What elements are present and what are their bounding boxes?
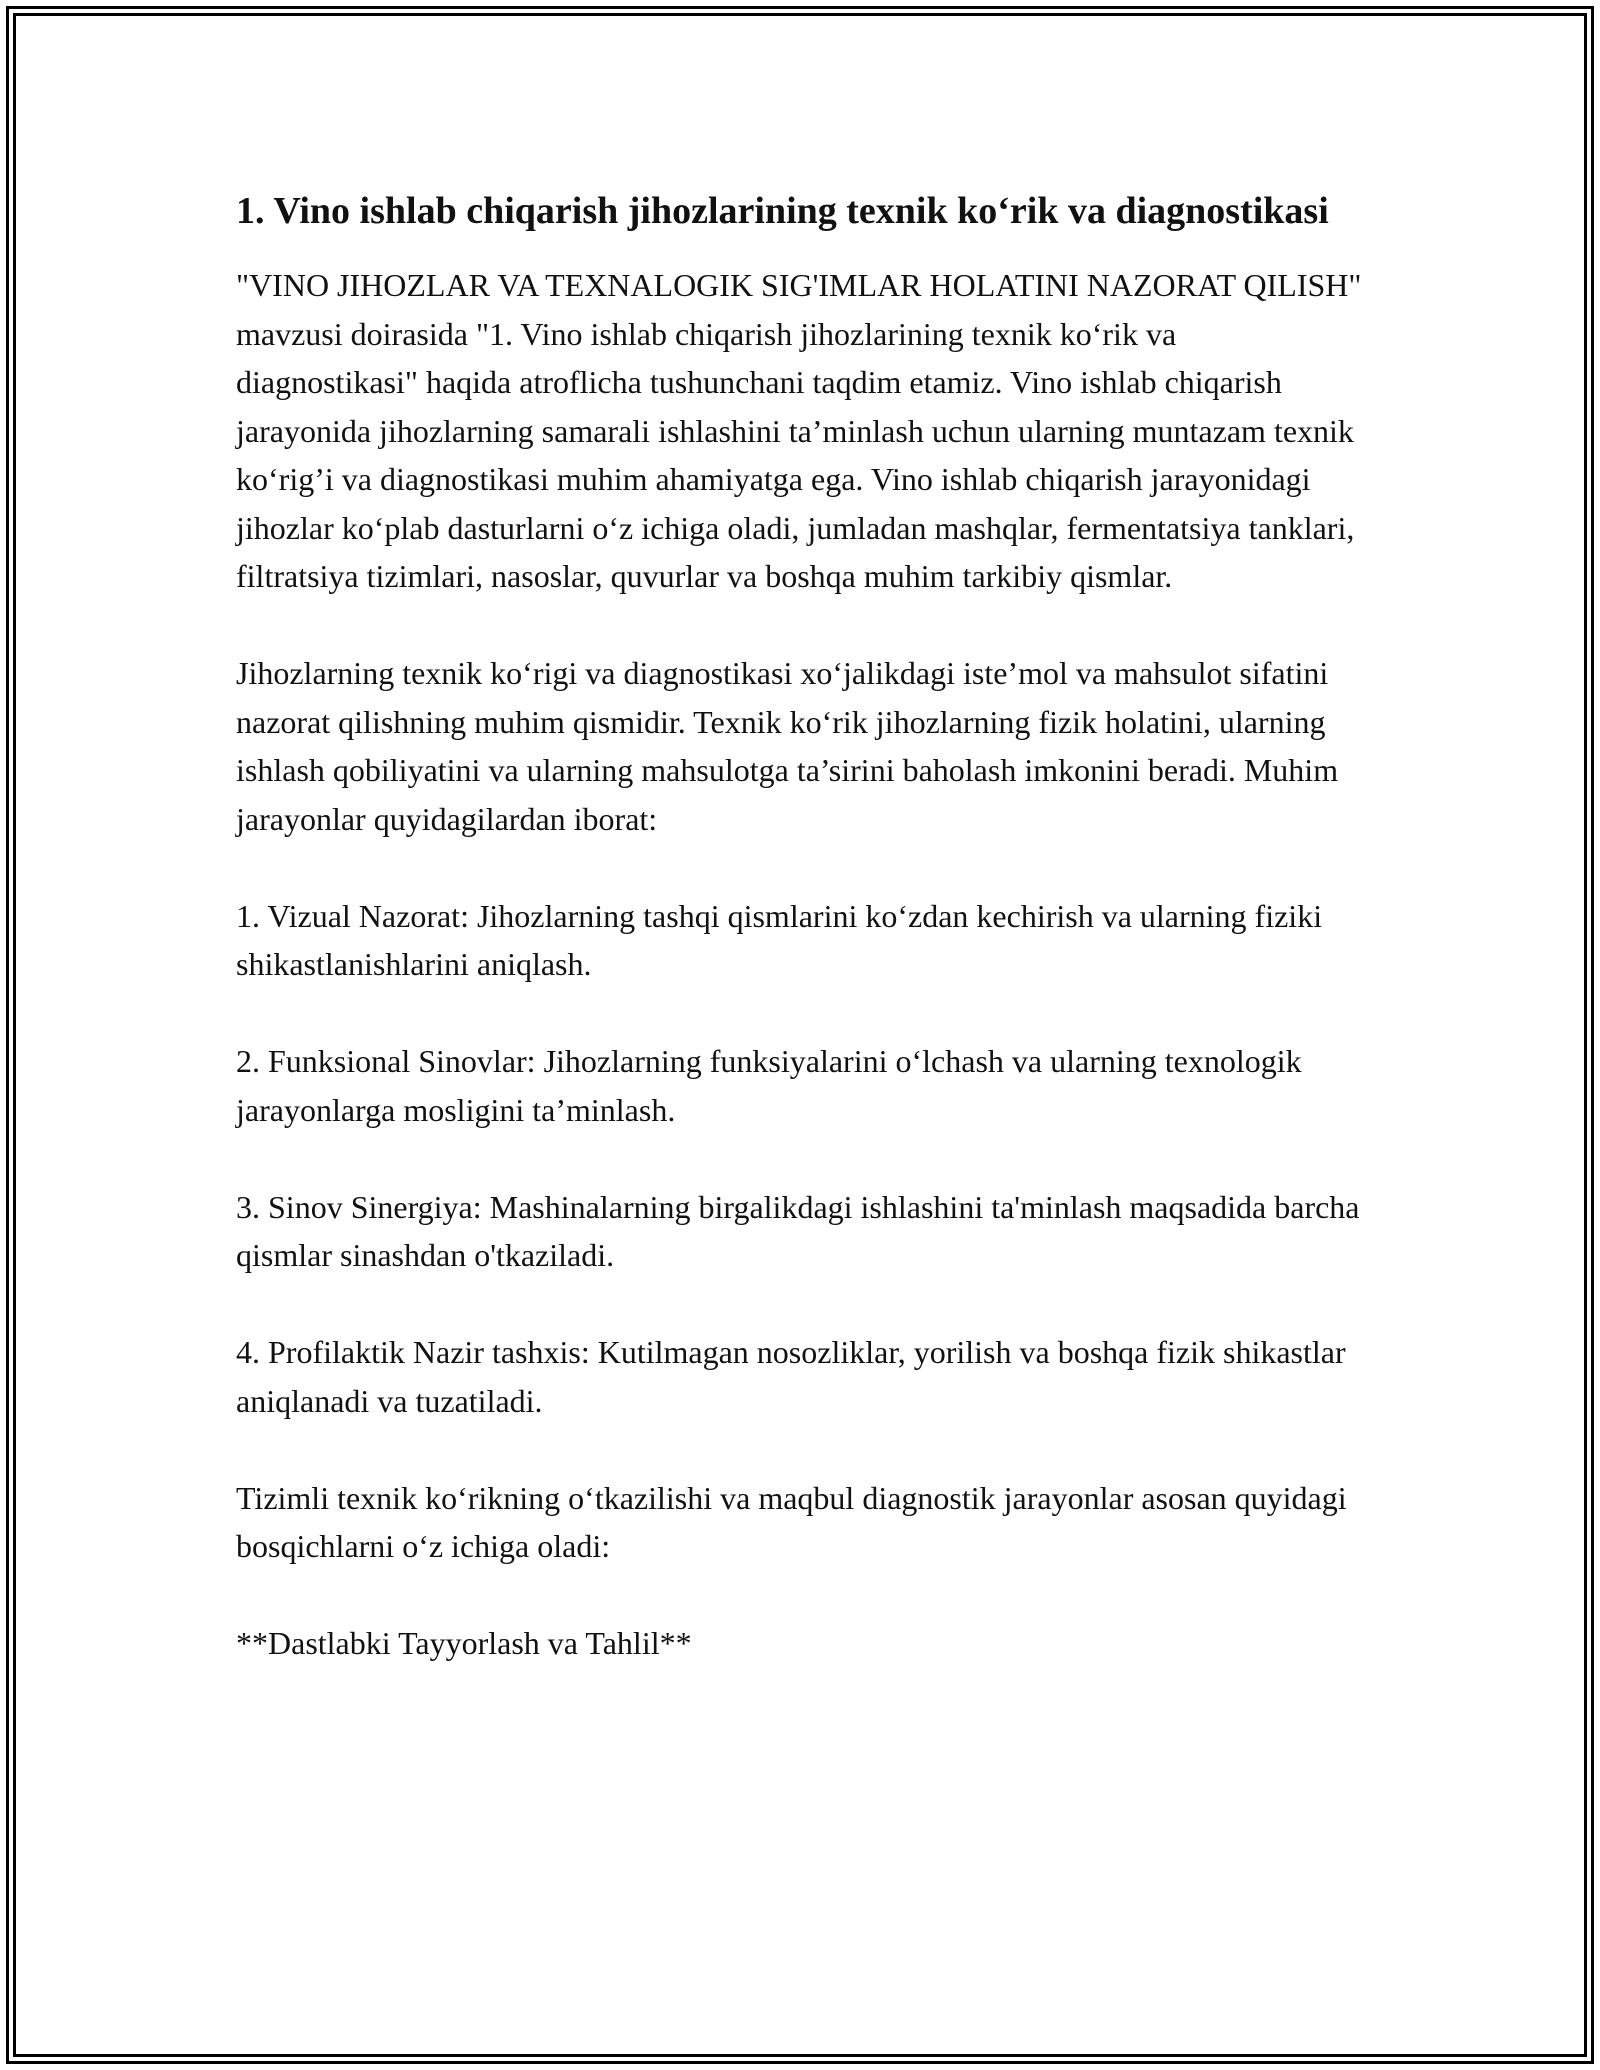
paragraph-spacer [236,1425,1366,1474]
list-item-preventive-diagnosis: 4. Profilaktik Nazir tashxis: Kutilmagan nosozliklar, yorilish va boshqa fizik shikastlar aniqlanadi va tuzatiladi. [236,1334,1346,1419]
paragraph-spacer [236,1134,1366,1183]
intro-paragraph: "VINO JIHOZLAR VA TEXNALOGIK SIG'IMLAR HOLATINI NAZORAT QILISH" mavzusi doirasida "1. Vino ishlab chiqarish jihozlarining texnik ko‘rik va diagnostikasi" haqida atroflicha tushunchani taqdim etamiz. Vino ishlab chiqarish jarayonida jihozlarning samarali ishlashini ta’minlash uchun ularning muntazam texnik ko‘rig’i va diagnostikasi muhim ahamiyatga ega. Vino ishlab chiqarish jarayonidagi jihozlar ko‘plab dasturlarni o‘z ichiga oladi, jumladan mashqlar, fermentatsiya tanklari, filtratsiya tizimlari, nasoslar, quvurlar va boshqa muhim tarkibiy qismlar. [236,267,1362,594]
list-item-visual-inspection: 1. Vizual Nazorat: Jihozlarning tashqi qismlarini ko‘zdan kechirish va ularning fiziki shikastlanishlarini aniqlash. [236,897,1323,982]
list-item-synergy-test: 3. Sinov Sinergiya: Mashinalarning birgalikdagi ishlashini ta'minlash maqsadida barcha qismlar sinashdan o'tkaziladi. [236,1188,1360,1273]
paragraph-spacer [236,1571,1366,1620]
subsection-label: **Dastlabki Tayyorlash va Tahlil** [236,1625,692,1661]
list-item-functional-tests: 2. Funksional Sinovlar: Jihozlarning funksiyalarini o‘lchash va ularning texnologik jarayonlarga mosligini ta’minlash. [236,1043,1302,1128]
stages-intro-paragraph: Tizimli texnik ko‘rikning o‘tkazilishi va maqbul diagnostik jarayonlar asosan quyidagi bosqichlarni o‘z ichiga oladi: [236,1479,1347,1564]
paragraph-spacer [236,601,1366,650]
overview-paragraph: Jihozlarning texnik ko‘rigi va diagnostikasi xo‘jalikdagi iste’mol va mahsulot sifatini nazorat qilishning muhim qismidir. Texnik ko‘rik jihozlarning fizik holatini, ularning ishlash qobiliyatini va ularning mahsulotga ta’sirini baholash imkonini beradi. Muhim jarayonlar quyidagilardan iborat: [236,655,1339,837]
paragraph-spacer [236,1280,1366,1329]
paragraph-spacer [236,843,1366,892]
document-body [236,184,1366,1668]
paragraph-spacer [236,989,1366,1038]
section-heading: 1. Vino ishlab chiqarish jihozlarining texnik ko‘rik va diagnostikasi [236,190,1329,232]
